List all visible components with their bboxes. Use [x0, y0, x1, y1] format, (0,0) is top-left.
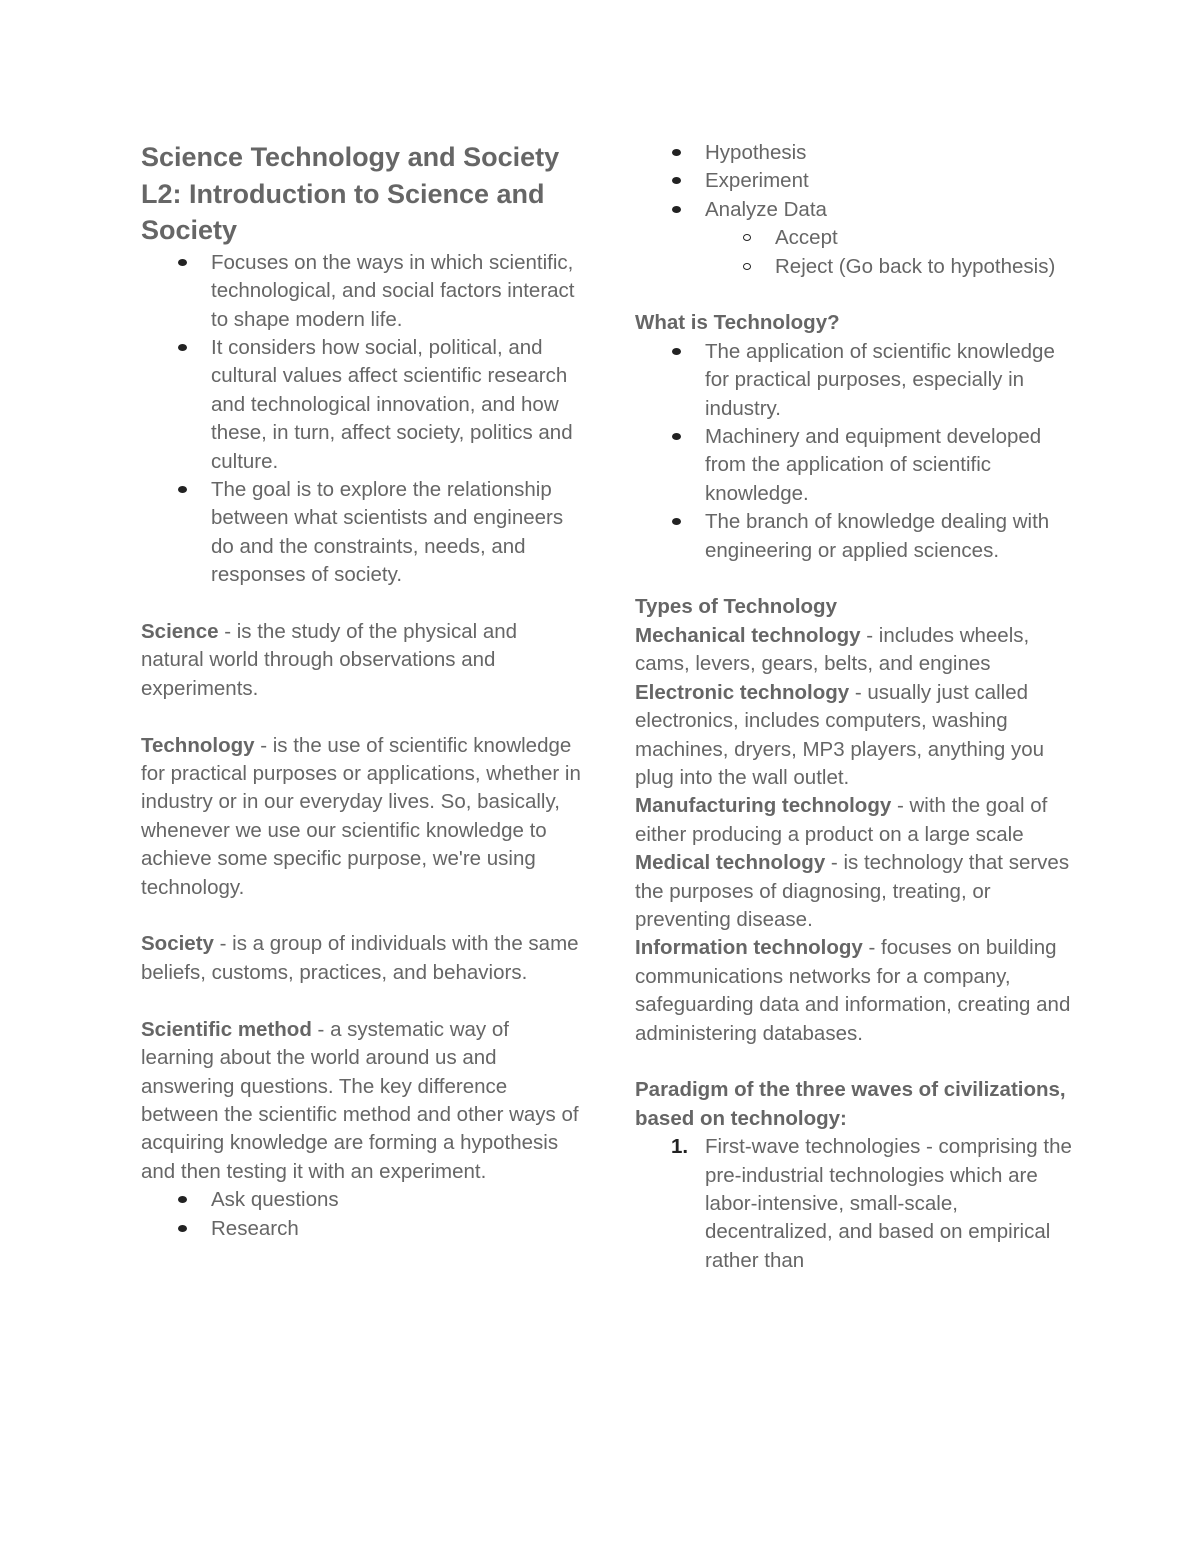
type-text: - with the goal of either producing a product on a large scale	[635, 794, 1048, 846]
definition-term: Society	[141, 932, 214, 956]
type-text: - usually just called electronics, includes computers, washing machines, dryers, MP3 players, anything you plug into the wall outlet.	[635, 680, 1045, 789]
definition-science	[141, 618, 581, 703]
type-term: Electronic technology	[635, 680, 850, 704]
intro-bullet-list	[141, 249, 581, 590]
section-heading-types-of-technology: Types of Technology	[635, 595, 837, 619]
definition-technology	[141, 732, 581, 902]
list-item: Reject (Go back to hypothesis)	[635, 253, 1075, 281]
type-mechanical	[635, 622, 1075, 679]
definition-term: Technology	[141, 733, 255, 757]
list-item: Research	[141, 1215, 581, 1243]
list-item: The branch of knowledge dealing with engineering or applied sciences.	[635, 508, 1075, 565]
list-item: The application of scientific knowledge for practical purposes, especially in industry.	[635, 338, 1075, 423]
definition-society	[141, 930, 581, 987]
right-column	[635, 139, 1075, 1275]
section-heading-what-is-technology: What is Technology?	[635, 311, 840, 335]
list-item-label: Analyze Data	[705, 197, 827, 221]
list-item: Experiment	[635, 167, 1075, 195]
type-text: - is technology that serves the purposes of diagnosing, treating, or preventing disease.	[635, 851, 1070, 931]
document-title	[141, 139, 581, 249]
type-text: - focuses on building communications networks for a company, safeguarding data and information, creating and administering databases.	[635, 936, 1071, 1045]
list-item: Focuses on the ways in which scientific, technological, and social factors interact to shape modern life.	[141, 249, 581, 334]
what-is-technology-list	[635, 338, 1075, 565]
definition-text: - is the study of the physical and natural world through observations and experiments.	[141, 620, 518, 700]
analyze-data-sublist	[635, 224, 1075, 281]
definition-term: Science	[141, 620, 219, 644]
left-column	[141, 139, 581, 1243]
title-line-1: Science Technology and Society	[141, 142, 560, 172]
list-item	[635, 1133, 1075, 1275]
type-medical	[635, 849, 1075, 934]
list-item: Ask questions	[141, 1186, 581, 1214]
list-item-text: First-wave technologies - comprising the pre-industrial technologies which are labor-intensive, small-scale, decentralized, and based on empirical rather than	[705, 1135, 1072, 1272]
definition-text: - a systematic way of learning about the world around us and answering questions. The key difference between the scientific method and other ways of acquiring knowledge are forming a hypothesis and then testing it with an experiment.	[141, 1017, 579, 1183]
definition-text: - is the use of scientific knowledge for practical purposes or applications, whether in industry or in our everyday lives. So, basically, whenever we use our scientific knowledge to achieve some specific purpose, we're using technology.	[141, 733, 581, 899]
list-item: Machinery and equipment developed from the application of scientific knowledge.	[635, 423, 1075, 508]
type-term: Information technology	[635, 936, 863, 960]
type-text: - includes wheels, cams, levers, gears, belts, and engines	[635, 623, 1030, 676]
type-manufacturing	[635, 792, 1075, 849]
list-item: Accept	[635, 224, 1075, 252]
method-steps-list	[141, 1186, 581, 1243]
type-information	[635, 934, 1075, 1048]
definition-scientific-method	[141, 1016, 581, 1186]
list-item: The goal is to explore the relationship between what scientists and engineers do and the constraints, needs, and responses of society.	[141, 476, 581, 590]
type-term: Mechanical technology	[635, 623, 861, 647]
list-item: It considers how social, political, and cultural values affect scientific research and technological innovation, and how these, in turn, affect society, politics and culture.	[141, 334, 581, 476]
method-steps-continued-list	[635, 139, 1075, 281]
list-item: Hypothesis	[635, 139, 1075, 167]
waves-list	[635, 1133, 1075, 1275]
section-heading-paradigm: Paradigm of the three waves of civilizations, based on technology:	[635, 1078, 1066, 1130]
list-item	[635, 196, 1075, 281]
type-term: Medical technology	[635, 851, 826, 875]
list-number: 1.	[671, 1135, 689, 1159]
definition-text: - is a group of individuals with the same beliefs, customs, practices, and behaviors.	[141, 932, 579, 984]
title-line-2: L2: Introduction to Science and Society	[141, 178, 545, 246]
type-term: Manufacturing technology	[635, 794, 892, 818]
type-electronic	[635, 679, 1075, 793]
definition-term: Scientific method	[141, 1017, 312, 1041]
